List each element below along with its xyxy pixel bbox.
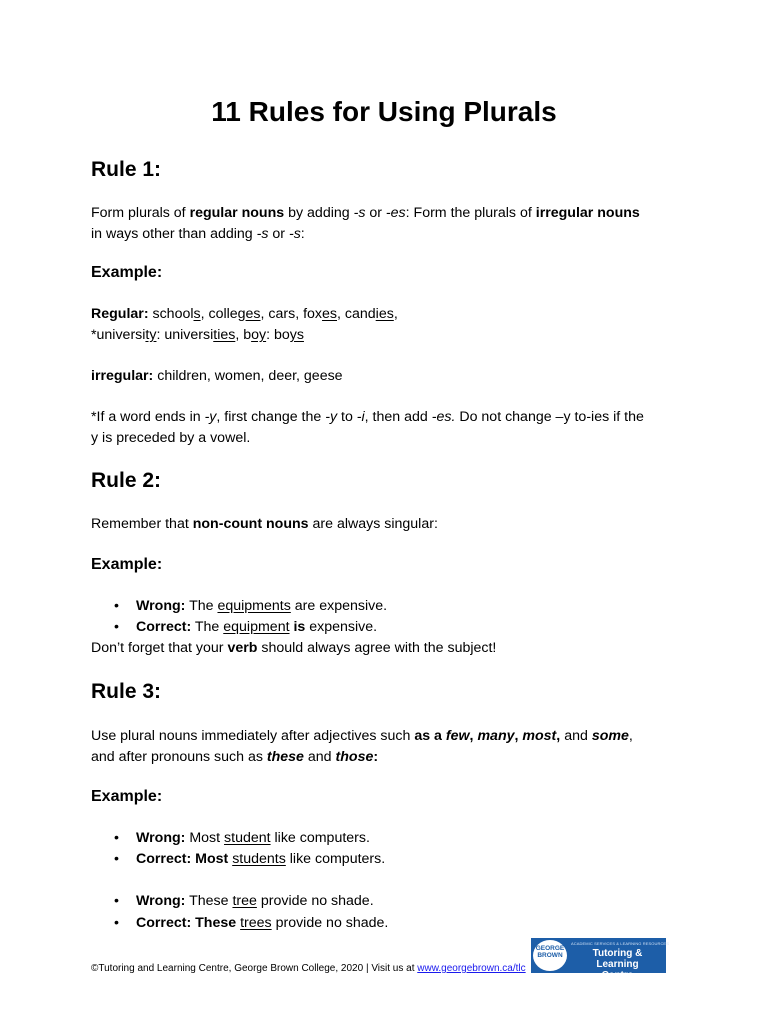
rule-3-heading: Rule 3: — [91, 680, 162, 703]
rule-2-text: Remember that non-count nouns are always singular: — [91, 516, 438, 532]
college-logo-text: GEORGE BROWN — [535, 945, 565, 959]
logo-small-text: ACADEMIC SERVICES & LEARNING RESOURCES — [571, 941, 669, 946]
bullet: • — [114, 619, 119, 635]
rule-3-wrong-item-2: • Wrong: These tree provide no shade. — [136, 891, 374, 912]
rule-2-heading: Rule 2: — [91, 469, 162, 492]
footer-text: ©Tutoring and Learning Centre, George Brown College, 2020 | Visit us at — [91, 963, 418, 974]
page-title: 11 Rules for Using Plurals — [211, 96, 557, 127]
rule-1-regular-examples: Regular: schools, colleges, cars, foxes, candies, — [91, 306, 398, 322]
bullet: • — [114, 893, 119, 909]
rule-1-irregular-examples: irregular: children, women, deer, geese — [91, 368, 343, 384]
rule-1-text-line-1: Form plurals of regular nouns by adding -s or -es: Form the plurals of irregular nouns — [91, 205, 640, 221]
rule-3-text-line-1: Use plural nouns immediately after adjectives such as a few, many, most, and some, — [91, 728, 633, 744]
rule-3-correct-item-1: • Correct: Most students like computers. — [136, 849, 385, 870]
rule-2-note: Don’t forget that your verb should always agree with the subject! — [91, 640, 497, 656]
tutoring-centre-logo — [531, 938, 669, 981]
rule-3-text-line-2: and after pronouns such as these and those: — [91, 749, 379, 765]
rule-3-wrong-item-1: • Wrong: Most student like computers. — [136, 828, 370, 849]
rule-1-y-examples: *university: universities, boy: boys — [91, 327, 304, 343]
bullet: • — [114, 915, 119, 931]
footer — [91, 962, 526, 976]
bullet: • — [114, 830, 119, 846]
rule-1-text-line-2: in ways other than adding -s or -s: — [91, 226, 305, 242]
rule-1-note-line-2: y is preceded by a vowel. — [91, 430, 251, 446]
logo-title: Tutoring & Learning Centre — [592, 948, 643, 981]
rule-1-heading: Rule 1: — [91, 158, 162, 181]
bullet: • — [114, 598, 119, 614]
rule-2-correct-item: • Correct: The equipment is expensive. — [136, 617, 377, 638]
rule-2-wrong-item: • Wrong: The equipments are expensive. — [136, 596, 387, 617]
rule-1-note-line-1: *If a word ends in -y, first change the -y to -i, then add -es. Do not change –y to-ies if the — [91, 409, 644, 425]
rule-1-example-heading: Example: — [91, 264, 163, 281]
rule-3-correct-item-2: • Correct: These trees provide no shade. — [136, 913, 388, 934]
bullet: • — [114, 851, 119, 867]
footer-link[interactable]: www.georgebrown.ca/tlc — [417, 963, 526, 974]
rule-3-example-heading: Example: — [91, 788, 163, 805]
rule-2-example-heading: Example: — [91, 556, 163, 573]
